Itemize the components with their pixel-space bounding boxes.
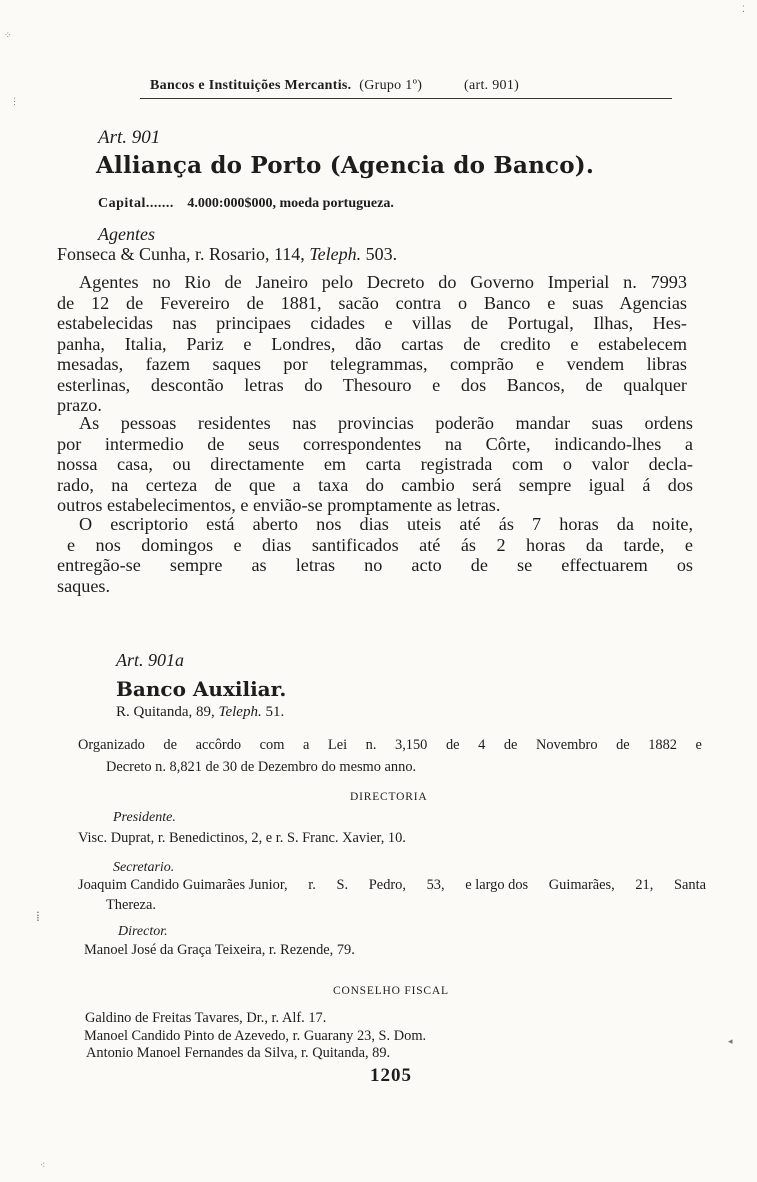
paragraph-line: rado, na certeza de que a taxa do cambio será sempre igual á dos <box>57 474 693 495</box>
paragraph-line: saques. <box>57 575 111 596</box>
secretario-word: Santa <box>674 877 706 893</box>
header-title: Bancos e Instituições Mercantis. <box>150 78 352 93</box>
scan-speck: ⁖ <box>40 1160 46 1170</box>
secretario-line-2: Thereza. <box>106 897 156 913</box>
scan-speck: ⁞ <box>36 910 40 925</box>
organized-word: com <box>259 737 285 753</box>
capital-value: 4.000:000$000, moeda portugueza. <box>187 196 394 211</box>
scan-speck: ⁚ <box>742 4 745 14</box>
secretario-word: Pedro, <box>368 877 406 893</box>
paragraph-line: panha, Italia, Pariz e Londres, dão cartas de credito e estabelecem <box>57 333 687 354</box>
paragraph-line: nossa casa, ou directamente em carta registrada com o valor decla- <box>57 454 693 474</box>
article-901-number: Art. 901 <box>98 127 161 148</box>
secretario-word: 53, <box>426 877 445 893</box>
secretario-word: e largo dos <box>465 877 529 893</box>
secretario-label: Secretario. <box>113 860 175 875</box>
article-901-paragraph-2 <box>57 413 693 516</box>
organized-word: 4 <box>478 737 486 753</box>
director-label: Director. <box>118 924 168 939</box>
conselho-member: Manoel Candido Pinto de Azevedo, r. Guarany 23, S. Dom. <box>84 1028 427 1044</box>
organized-word: de <box>445 737 460 753</box>
header-group: (Grupo 1º) <box>359 78 423 93</box>
secretario-word: Joaquim Candido Guimarães Junior, <box>78 877 288 893</box>
article-901a-address <box>116 704 284 721</box>
organized-word: 1882 <box>648 737 677 753</box>
organized-word: e <box>695 737 702 753</box>
address-teleph-number: 51. <box>265 704 285 720</box>
conselho-member: Antonio Manoel Fernandes da Silva, r. Quitanda, 89. <box>86 1045 391 1061</box>
organized-word: de <box>616 737 630 753</box>
paragraph-line: estabelecidas nas principaes cidades e villas de Portugal, Ilhas, Hes- <box>57 313 687 333</box>
paragraph-line: mesadas, fazem saques por telegrammas, comprão e vendem libras <box>57 354 687 374</box>
organized-word: n. <box>365 737 377 753</box>
paragraph-line: entregão-se sempre as letras no acto de se effectuarem os <box>57 555 693 575</box>
paragraph-line: por intermedio de seus correspondentes na Côrte, indicando-lhes a <box>57 433 693 454</box>
organized-word: de <box>503 737 518 753</box>
organized-word: Novembro <box>535 737 598 753</box>
page-number: 1205 <box>370 1065 412 1086</box>
conselho-member: Galdino de Freitas Tavares, Dr., r. Alf. 17. <box>85 1010 327 1026</box>
presidente-label: Presidente. <box>113 810 176 825</box>
secretario-line-1 <box>78 877 706 894</box>
organized-line-2: Decreto n. 8,821 de 30 de Dezembro do mesmo anno. <box>106 759 417 775</box>
running-header <box>150 78 519 94</box>
organized-word: Organizado <box>78 737 145 753</box>
secretario-word: S. <box>336 877 349 893</box>
organized-line-1 <box>78 737 702 754</box>
scan-speck: ⋮ <box>10 96 19 106</box>
agents-line <box>57 244 397 265</box>
organized-word: a <box>302 737 310 753</box>
presidente-value: Visc. Duprat, r. Benedictinos, 2, e r. S. Franc. Xavier, 10. <box>78 830 406 846</box>
secretario-word: Guimarães, <box>548 877 615 893</box>
paragraph-line: prazo. <box>57 395 102 415</box>
organized-word: accôrdo <box>195 737 242 753</box>
paragraph-line: e nos domingos e dias santificados até ás 2 horas da tarde, e <box>67 534 693 555</box>
organized-word: Lei <box>327 737 348 753</box>
organized-word: de <box>163 737 178 753</box>
agents-teleph-number: 503. <box>365 244 398 264</box>
article-901-capital <box>98 196 394 212</box>
article-901-paragraph-3 <box>57 514 693 596</box>
agents-name-address: Fonseca & Cunha, r. Rosario, 114, <box>57 244 305 264</box>
secretario-word: 21, <box>635 877 654 893</box>
article-901-title: Alliança do Porto (Agencia do Banco). <box>96 152 595 179</box>
article-901-paragraph-1 <box>57 272 687 416</box>
paragraph-line: de 12 de Fevereiro de 1881, sacão contra o Banco e suas Agencias <box>57 292 687 313</box>
capital-label: Capital....... <box>98 196 174 211</box>
paragraph-line: esterlinas, descontão letras do Thesouro e dos Bancos, de qualquer <box>57 374 687 395</box>
director-value: Manoel José da Graça Teixeira, r. Rezende, 79. <box>84 942 355 958</box>
agents-heading: Agentes <box>98 224 155 244</box>
secretario-word: r. <box>308 877 316 893</box>
scan-speck: ◂ <box>728 1036 733 1046</box>
header-article-ref: (art. 901) <box>464 78 520 93</box>
article-901a-title: Banco Auxiliar. <box>116 677 287 701</box>
paragraph-line: O escriptorio está aberto nos dias uteis até ás 7 horas da noite, <box>79 514 693 534</box>
paragraph-line: As pessoas residentes nas provincias poderão mandar suas ordens <box>79 413 693 433</box>
address-teleph-label: Teleph. <box>218 704 262 720</box>
organized-word: 3,150 <box>395 737 428 753</box>
conselho-fiscal-heading: CONSELHO FISCAL <box>333 985 449 997</box>
directoria-heading: DIRECTORIA <box>350 791 428 803</box>
paragraph-line: Agentes no Rio de Janeiro pelo Decreto do Governo Imperial n. 7993 <box>79 272 687 292</box>
agents-teleph-label: Teleph. <box>309 244 362 264</box>
article-901a-number: Art. 901a <box>116 650 185 670</box>
address-main: R. Quitanda, 89, <box>116 704 215 720</box>
paragraph-line: outros estabelecimentos, e envião-se promptamente as letras. <box>57 495 501 515</box>
scan-speck: ⁘ <box>4 30 12 40</box>
header-rule <box>140 98 672 99</box>
